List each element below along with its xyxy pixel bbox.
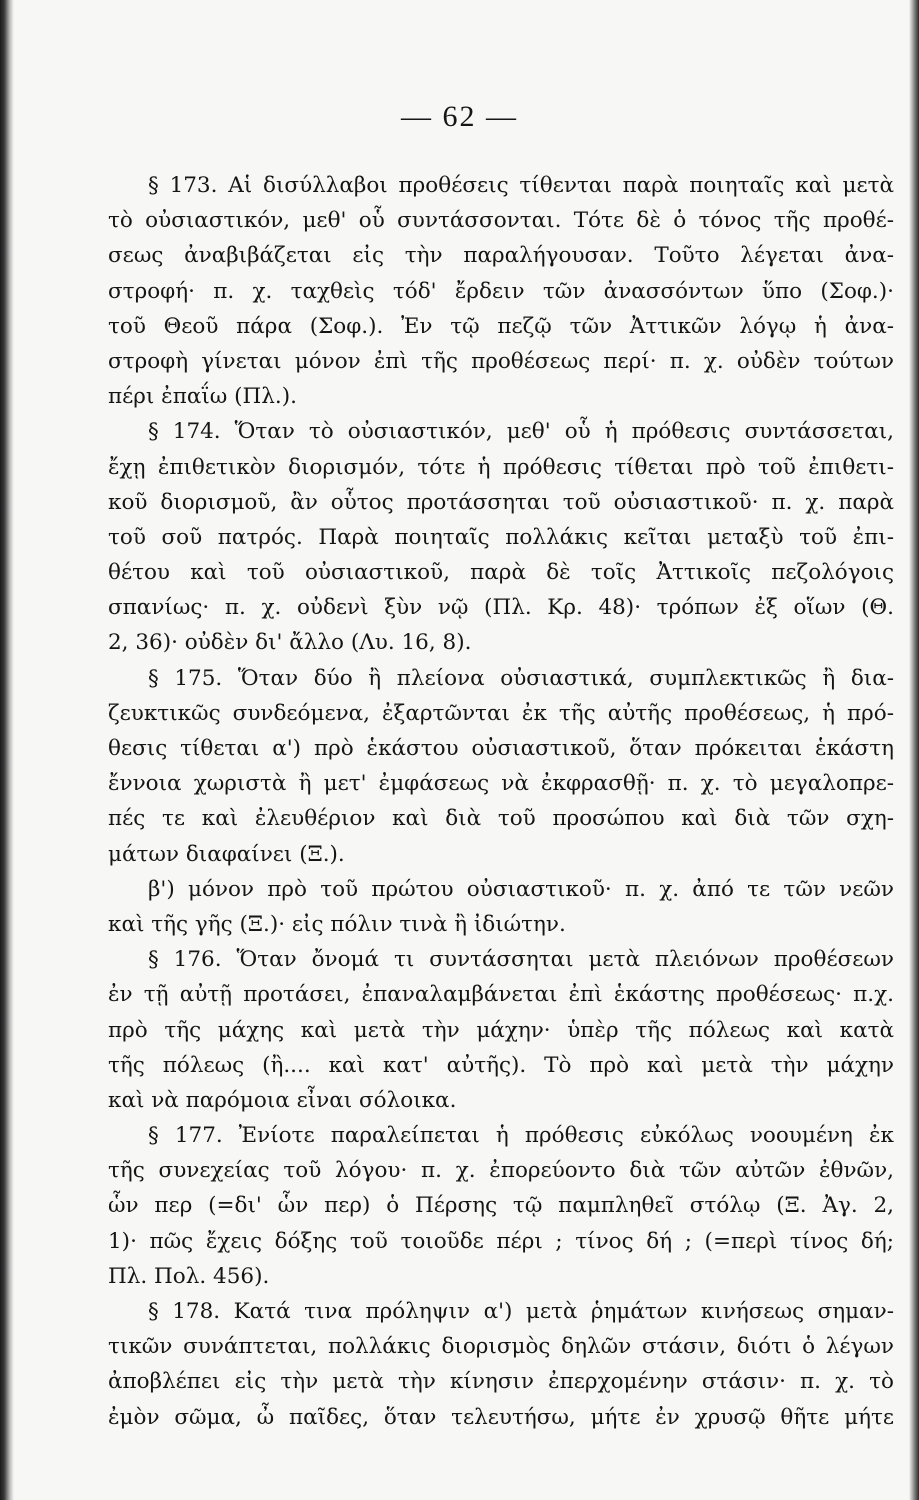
text-line: τοῦ σοῦ πατρός. Παρὰ ποιηταῖς πολλάκις κεῖται μεταξὺ τοῦ ἐπι- — [108, 524, 894, 550]
text-line: πέρι ἐπαΐω (Πλ.). — [108, 384, 297, 410]
text-line: καὶ τῆς γῆς (Ξ.)· εἰς πόλιν τινὰ ἢ ἰδιώτην. — [108, 911, 566, 937]
text-line: κοῦ διορισμοῦ, ἂν οὗτος προτάσσηται τοῦ οὐσιαστικοῦ· π. χ. παρὰ — [108, 489, 894, 515]
scan-shadow-right — [909, 0, 919, 1500]
text-line: ἐμὸν σῶμα, ὦ παῖδες, ὅταν τελευτήσω, μήτε ἐν χρυσῷ θῆτε μήτε — [108, 1404, 894, 1430]
text-line: § 176. Ὅταν ὄνομά τι συντάσσηται μετὰ πλειόνων προθέσεων — [148, 947, 894, 973]
text-line: § 173. Αἱ δισύλλαβοι προθέσεις τίθενται παρὰ ποιηταῖς καὶ μετὰ — [148, 173, 894, 198]
text-line: στροφὴ γίνεται μόνον ἐπὶ τῆς προθέσεως περί· π. χ. οὐδὲν τούτων — [108, 348, 894, 374]
text-line: τῆς πόλεως (ἢ.... καὶ κατ' αὐτῆς). Τὸ πρὸ καὶ μετὰ τὴν μάχην — [108, 1052, 894, 1078]
text-line: 2, 36)· οὐδὲν δι' ἄλλο (Λυ. 16, 8). — [108, 630, 472, 656]
text-line: μάτων διαφαίνει (Ξ.). — [108, 841, 345, 867]
text-line: ἐν τῇ αὐτῇ προτάσει, ἐπαναλαμβάνεται ἐπὶ ἑκάστης προθέσεως· π.χ. — [108, 982, 894, 1008]
body-text — [108, 168, 894, 1435]
page-number: — 62 — — [401, 100, 518, 133]
text-line: τοῦ Θεοῦ πάρα (Σοφ.). Ἐν τῷ πεζῷ τῶν Ἀττικῶν λόγῳ ἡ ἀνα- — [108, 313, 894, 339]
text-line: ἔννοια χωριστὰ ἢ μετ' ἐμφάσεως νὰ ἐκφρασθῇ· π. χ. τὸ μεγαλοπρε- — [108, 771, 894, 797]
text-line: τικῶν συνάπτεται, πολλάκις διορισμὸς δηλῶν στάσιν, διότι ὁ λέγων — [108, 1334, 894, 1360]
text-line: πρὸ τῆς μάχης καὶ μετὰ τὴν μάχην· ὑπὲρ τῆς πόλεως καὶ κατὰ — [108, 1017, 894, 1043]
text-line: στροφή· π. χ. ταχθεὶς τόδ' ἔρδειν τῶν ἀνασσόντων ὕπο (Σοφ.)· — [108, 278, 894, 304]
text-line: § 175. Ὅταν δύο ἢ πλείονα οὐσιαστικά, συμπλεκτικῶς ἢ δια- — [148, 665, 894, 691]
text-line: § 177. Ἐνίοτε παραλείπεται ἡ πρόθεσις εὐκόλως νοουμένη ἐκ — [148, 1123, 894, 1149]
text-line: σεως ἀναβιβάζεται εἰς τὴν παραλήγουσαν. Τοῦτο λέγεται ἀνα- — [108, 243, 894, 269]
text-line: ὧν περ (=δι' ὧν περ) ὁ Πέρσης τῷ παμπληθεῖ στόλῳ (Ξ. Ἀγ. 2, — [108, 1193, 894, 1219]
text-line: ἀποβλέπει εἰς τὴν μετὰ τὴν κίνησιν ἐπερχομένην στάσιν· π. χ. τὸ — [108, 1369, 894, 1395]
text-line: § 174. Ὅταν τὸ οὐσιαστικόν, μεθ' οὗ ἡ πρόθεσις συντάσσεται, — [148, 419, 894, 445]
text-line: τὸ οὐσιαστικόν, μεθ' οὗ συντάσσονται. Τότε δὲ ὁ τόνος τῆς προθέ- — [108, 208, 894, 234]
text-line: θέτου καὶ τοῦ οὐσιαστικοῦ, παρὰ δὲ τοῖς Ἀττικοῖς πεζολόγοις — [108, 560, 894, 586]
text-line: ζευκτικῶς συνδεόμενα, ἐξαρτῶνται ἐκ τῆς αὐτῆς προθέσεως, ἡ πρό- — [108, 700, 894, 726]
text-line: β') μόνον πρὸ τοῦ πρώτου οὐσιαστικοῦ· π. χ. ἀπό τε τῶν νεῶν — [148, 876, 894, 902]
text-line: θεσις τίθεται α') πρὸ ἑκάστου οὐσιαστικοῦ, ὅταν πρόκειται ἑκάστη — [108, 736, 894, 761]
text-line: τῆς συνεχείας τοῦ λόγου· π. χ. ἐπορεύοντο διὰ τῶν αὐτῶν ἐθνῶν, — [108, 1158, 894, 1184]
text-line: σπανίως· π. χ. οὐδενὶ ξὺν νῷ (Πλ. Κρ. 48)· τρόπων ἐξ οἵων (Θ. — [108, 595, 894, 621]
text-line: καὶ νὰ παρόμοια εἶναι σόλοικα. — [108, 1087, 457, 1113]
scan-shadow-left — [0, 0, 14, 1500]
text-line: Πλ. Πολ. 456). — [108, 1263, 270, 1289]
text-line: πές τε καὶ ἐλευθέριον καὶ διὰ τοῦ προσώπου καὶ διὰ τῶν σχη- — [108, 806, 894, 832]
text-line: 1)· πῶς ἔχεις δόξης τοῦ τοιοῦδε πέρι ; τίνος δή ; (=περὶ τίνος δή; — [108, 1228, 894, 1254]
text-line: § 178. Κατά τινα πρόληψιν α') μετὰ ῥημάτων κινήσεως σημαν- — [148, 1299, 894, 1324]
text-line: ἔχῃ ἐπιθετικὸν διορισμόν, τότε ἡ πρόθεσις τίθεται πρὸ τοῦ ἐπιθετι- — [108, 454, 894, 480]
